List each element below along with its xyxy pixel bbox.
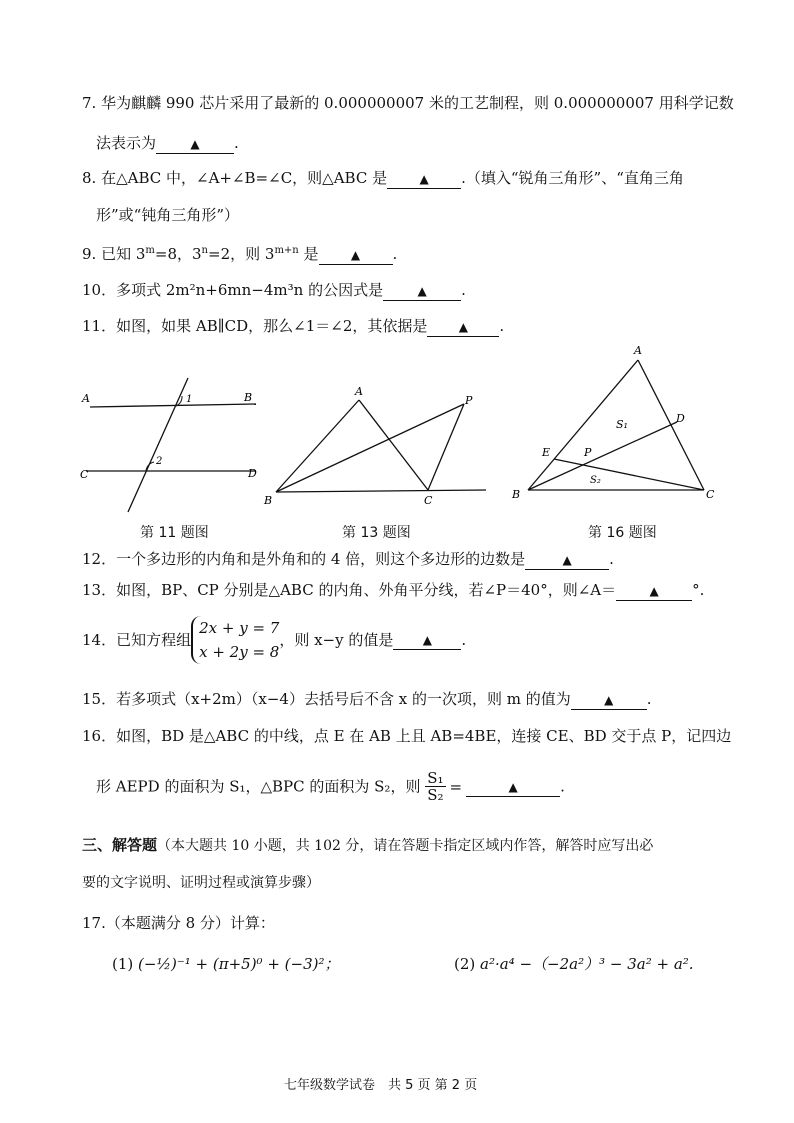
label-A: A [634,344,642,357]
transversal-line [128,378,188,512]
figure-16-caption: 第 16 题图 [588,525,657,541]
answer-blank-10[interactable]: ▲ [383,281,461,301]
label-P: P [465,394,473,407]
label-B: B [264,494,273,507]
question-17-part2: (2) a²·a⁴ −（−2a²）³ − 3a² + a². [454,955,694,973]
label-angle-1: 1 [186,394,193,405]
label-C: C [424,494,433,507]
label-C: C [706,488,715,501]
label-A: A [355,385,363,398]
bisector-cp [428,404,464,490]
question-15: 15．若多项式（x+2m）（x−4）去括号后不含 x 的一次项，则 m 的值为 ▲ . [82,690,652,708]
answer-blank-12[interactable]: ▲ [525,550,609,570]
label-E: E [542,446,551,459]
label-P: P [584,446,592,459]
label-A: A [82,392,90,405]
segment-ce [554,459,704,490]
equation-system [191,616,279,664]
figure-11-caption: 第 11 题图 [140,525,209,541]
answer-blank-14[interactable]: ▲ [393,630,461,650]
label-S1: S₁ [616,418,628,431]
figure-11 [76,370,272,520]
line-ab [90,404,256,407]
label-C: C [80,468,89,481]
answer-blank-16[interactable]: ▲ [466,777,560,797]
answer-blank-9[interactable]: ▲ [319,245,393,265]
figure-13-caption: 第 13 题图 [342,525,411,541]
question-16-line2: 形 AEPD 的面积为 S₁，△BPC 的面积为 S₂，则 $\frac{\text{S₁}}{\text{S₂}}$ = ▲ . [96,769,565,804]
side-ba [276,400,359,492]
question-17-title: 17.（本题满分 8 分）计算： [82,914,275,932]
label-angle-2: 2 [156,456,163,467]
label-B: B [512,488,521,501]
question-11: 11．如图，如果 AB∥CD，那么∠1＝∠2，其依据是 ▲ . [82,317,505,335]
question-13: 13．如图，BP、CP 分别是△ABC 的内角、外角平分线，若∠P＝40°，则∠A＝ ▲ °. [82,581,705,599]
question-17-part1: (1) (−½)⁻¹ + (π+5)⁰ + (−3)²； [112,955,340,973]
question-16-line1: 16．如图，BD 是△ABC 的中线，点 E 在 AB 上且 AB=4BE，连接 CE、BD 交于点 P，记四边 [82,727,732,745]
line-bc-extended [276,490,486,492]
question-7-line2: 法表示为 ▲ . [96,134,239,152]
equation-1: 2x + y = 7 [199,619,280,637]
question-14: 14．已知方程组2x + y = 7 x + 2y = 8，则 x−y 的值是 ▲ . [82,616,466,664]
page-footer: 七年级数学试卷 共 5 页 第 2 页 [284,1078,478,1093]
section-3-heading: 三、解答题（本大题共 10 小题，共 102 分，请在答题卡指定区域内作答，解答时应写出必 [82,836,654,854]
question-8-line2: 形”或“钝角三角形”） [96,206,240,224]
label-S2: S₂ [590,475,601,486]
side-ac [359,400,428,490]
area-ratio-fraction: $\frac{\text{S₁}}{\text{S₂}}$ [427,769,444,804]
answer-blank-13[interactable]: ▲ [616,581,692,601]
answer-blank-8[interactable]: ▲ [387,169,461,189]
question-12: 12．一个多边形的内角和是外角和的 4 倍，则这个多边形的边数是 ▲ . [82,550,614,568]
label-D: D [676,412,685,425]
answer-blank-11[interactable]: ▲ [427,317,499,337]
figure-13 [258,380,488,510]
section-3-desc-line2: 要的文字说明、证明过程或演算步骤） [82,875,320,891]
equation-2: x + 2y = 8 [199,643,280,661]
question-8-line1: 8. 在△ABC 中，∠A+∠B=∠C，则△ABC 是 ▲ .（填入“锐角三角形”、“直角三角 [82,169,684,187]
question-10: 10．多项式 2m²n+6mn−4m³n 的公因式是 ▲ . [82,281,466,299]
question-7-line1: 7. 华为麒麟 990 芯片采用了最新的 0.000000007 米的工艺制程，则 0.000000007 用科学记数 [82,94,734,112]
figure-16 [508,340,728,510]
bisector-bp [276,404,464,492]
label-D: D [248,467,257,480]
answer-blank-15[interactable]: ▲ [571,690,647,710]
label-B: B [244,391,253,404]
question-9: 9. 已知 $3^m=8$，$3^n=2$，则 $3^{m+n}$ 是 ▲ . [82,245,398,263]
answer-blank-7[interactable]: ▲ [156,134,234,154]
